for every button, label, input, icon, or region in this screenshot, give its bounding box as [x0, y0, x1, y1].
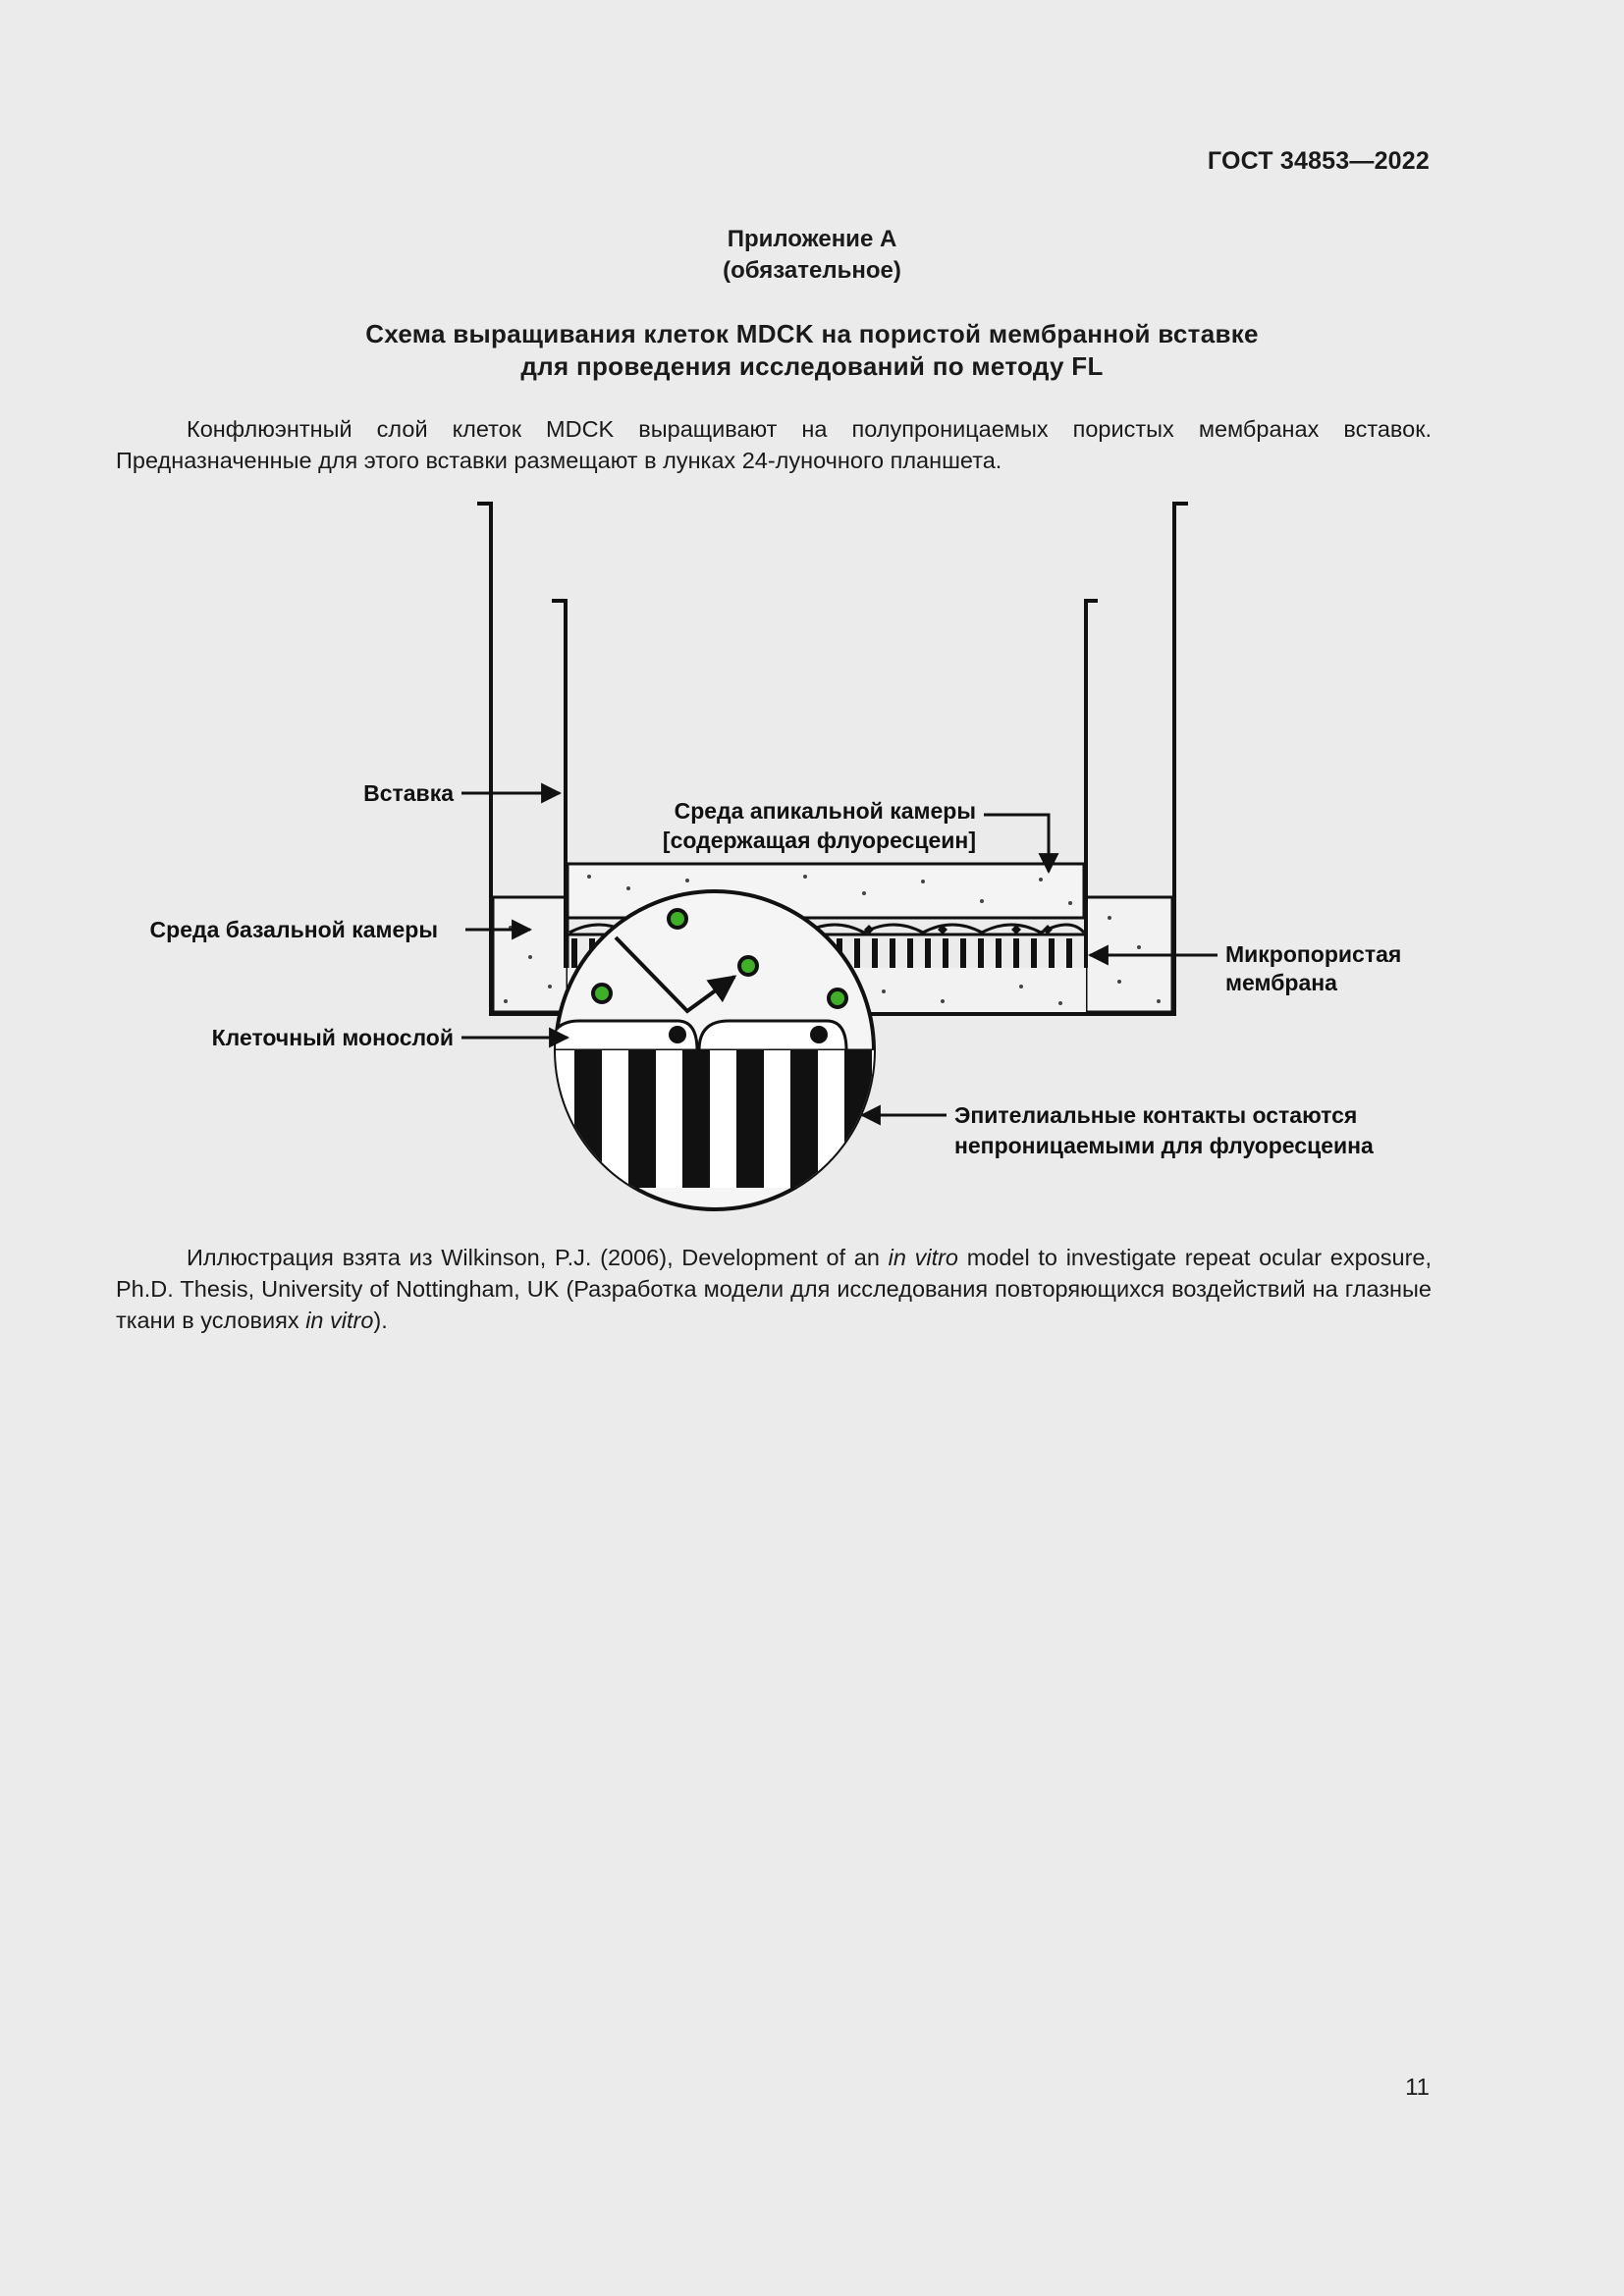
label-apical-line2: [содержащая флуоресцеин]: [662, 828, 976, 853]
tight-junction-dot: [669, 1026, 686, 1043]
section-title-line1: Схема выращивания клеток MDCK на пористой мембранной вставке: [365, 319, 1259, 348]
label-insert: Вставка: [363, 780, 454, 806]
label-apical-line1: Среда апикальной камеры: [674, 798, 976, 824]
source-citation: Иллюстрация взята из Wilkinson, P.J. (2006), Development of an in vitro model to investigate repeat ocular exposure, Ph.D. Thesis, University of Nottingham, UK (Разработка модели для исследования повторяющихся воздействий на глазные ткани в условиях in vitro).: [116, 1245, 1432, 1333]
annex-subtitle: (обязательное): [723, 257, 901, 284]
label-contacts-line1: Эпителиальные контакты остаются: [954, 1102, 1358, 1128]
section-title-line2: для проведения исследований по методу FL: [520, 351, 1104, 381]
label-membrane-line1: Микропористая: [1225, 941, 1402, 967]
label-monolayer: Клеточный монослой: [211, 1025, 454, 1050]
label-contacts-line2: непроницаемыми для флуоресцеина: [954, 1133, 1374, 1158]
basal-medium-left: [493, 897, 568, 1012]
well-wall: [477, 504, 1188, 1014]
document-code: ГОСТ 34853—2022: [1207, 147, 1430, 175]
intro-paragraph: Конфлюэнтный слой клеток MDCK выращивают на полупроницаемых пористых мембранах вставок. Предназначенные для этого вставки размещают в лунках 24-луночного планшета.: [116, 416, 1432, 473]
tight-junction-dot: [810, 1026, 828, 1043]
label-basal: Среда базальной камеры: [149, 917, 438, 942]
page-number: 11: [1405, 2074, 1430, 2101]
annex-title: Приложение А: [727, 226, 897, 252]
label-membrane-line2: мембрана: [1225, 970, 1337, 995]
